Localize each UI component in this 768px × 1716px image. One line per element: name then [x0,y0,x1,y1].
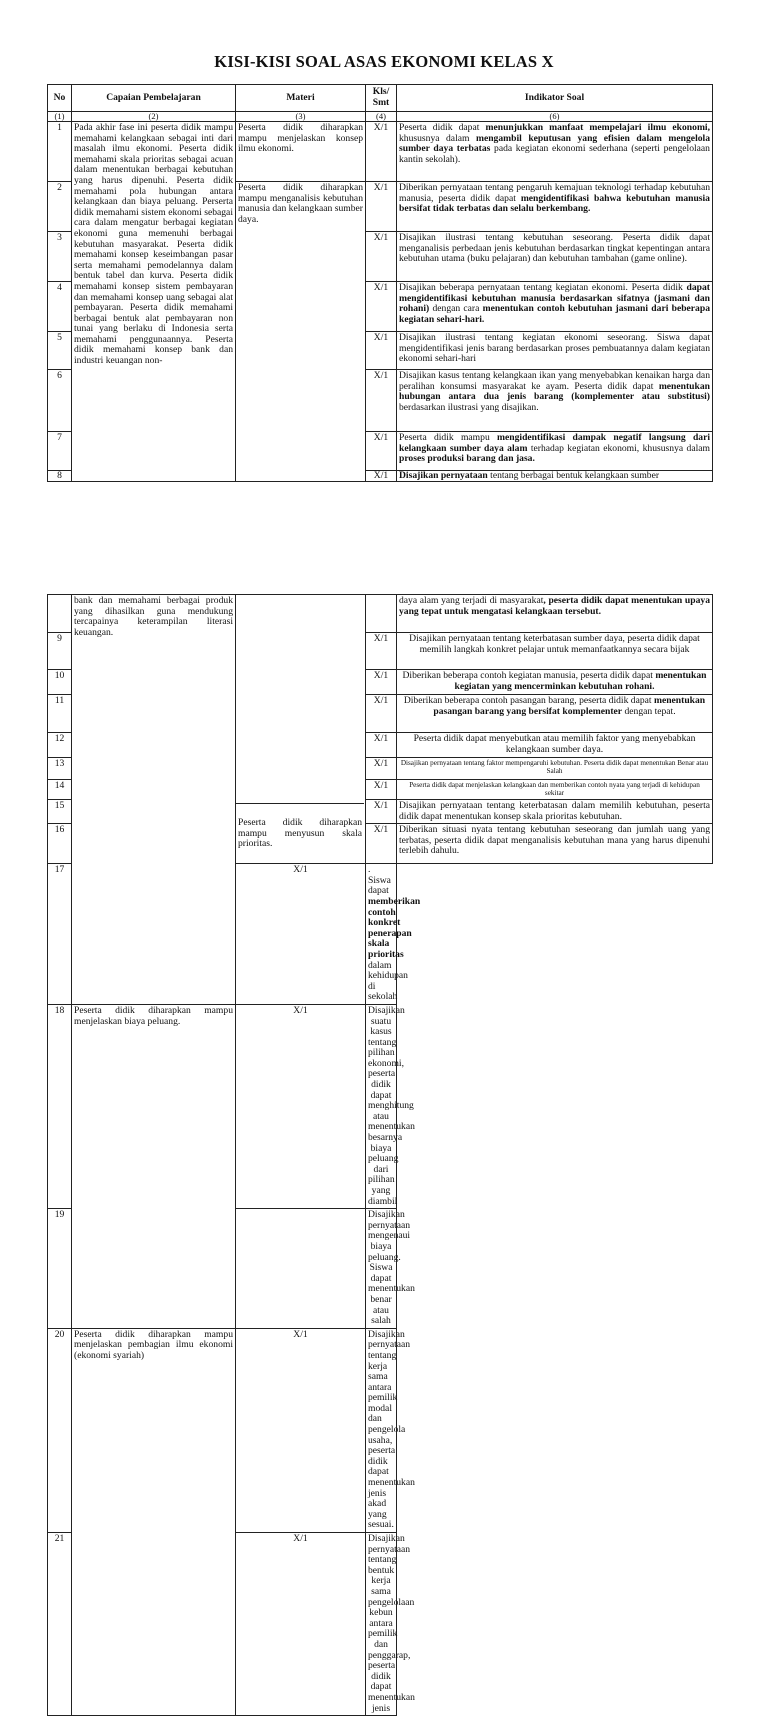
row-number: 5 [48,332,72,370]
kls-smt-cell: X/1 [366,800,397,824]
header-indikator-soal: Indikator Soal [397,85,713,112]
indikator-cell: Disajikan pernyataan tentang bentuk kerja sama pengelolaan kebun antara pemilik dan penggarap, peserta didik dapat menentukan jenis [366,1533,397,1716]
table-row [48,122,713,182]
col-number: (3) [236,112,366,122]
row-number: 6 [48,370,72,432]
row-number: 15 [48,800,72,824]
kls-smt-cell [236,1209,366,1329]
kls-smt-cell: X/1 [366,824,397,864]
kls-smt-cell: X/1 [236,1328,366,1532]
indikator-cell: Disajikan ilustrasi tentang kegiatan ekonomi seseorang. Siswa dapat mengidentifikasi jenis barang berdasarkan proses pembuatannya dalam kegiatan ekonomi sehari-hari [397,332,713,370]
kls-smt-cell: X/1 [366,471,397,482]
indikator-cell: Disajikan pernyataan mengenaui biaya peluang. Siswa dapat menentukan benar atau salah [366,1209,397,1329]
header-no: No [48,85,72,112]
indikator-cell: Disajikan pernyataan tentang berbagai bentuk kelangkaan sumber [397,471,713,482]
kls-smt-cell: X/1 [366,695,397,733]
col-number: (1) [48,112,72,122]
kls-smt-cell [366,595,397,633]
row-number: 2 [48,182,72,232]
kls-smt-cell: X/1 [366,733,397,758]
kls-smt-cell: X/1 [236,1533,366,1716]
row-number: 8 [48,471,72,482]
indikator-cell: Disajikan kasus tentang kelangkaan ikan yang menyebabkan kenaikan harga dan peralihan konsumsi masyarakat ke ayam. Peserta didik dapat menentukan hubungan antara dua jenis barang (komplementer atau substitusi) berdasarkan ilustrasi yang disajikan. [397,370,713,432]
kls-smt-cell: X/1 [366,432,397,471]
kisi-kisi-table-page-2 [47,594,713,1716]
row-number: 14 [48,780,72,800]
row-number: 9 [48,633,72,670]
col-number: (6) [397,112,713,122]
kls-smt-cell: X/1 [236,1004,366,1208]
indikator-cell: Disajikan pernyataan tentang kerja sama antara pemilik modal dan pengelola usaha, peserta didik dapat menentukan jenis akad yang sesuai. [366,1328,397,1532]
kls-smt-cell: X/1 [366,232,397,282]
indikator-cell: Peserta didik mampu mengidentifikasi dampak negatif langsung dari kelangkaan sumber daya alam terhadap kegiatan ekonomi, khususnya dalam proses produksi barang dan jasa. [397,432,713,471]
indikator-cell: . Siswa dapat memberikan contoh konkret penerapan skala prioritas dalam kehidupan di sekolah [366,864,397,1005]
materi-cell: Peserta didik diharapkan mampu menganalisis kebutuhan manusia dan kelangkaan sumber daya. [236,182,366,482]
header-capaian-pembelajaran: Capaian Pembelajaran [72,85,236,112]
header-kls-smt: Kls/ Smt [366,85,397,112]
row-number: 16 [48,824,72,864]
row-number: 4 [48,282,72,332]
kls-smt-cell: X/1 [366,633,397,670]
indikator-cell: Diberikan situasi nyata tentang kebutuhan seseorang dan jumlah uang yang terbatas, peserta didik dapat menganalisis kebutuhan mana yang harus dipenuhi terlebih dahulu. [397,824,713,864]
indikator-cell: Disajikan ilustrasi tentang kebutuhan seseorang. Peserta didik dapat menganalisis perbedaan jenis kebutuhan berdasarkan tingkat kepentingan antara kebutuhan utama (buku pelajaran) dan kebutuhan tambahan (game online). [397,232,713,282]
row-number: 11 [48,695,72,733]
indikator-cell: Disajikan pernyataan tentang keterbatasan sumber daya, peserta didik dapat memilih langkah konkret pelajar untuk memanfaatkannya secara bijak [397,633,713,670]
header-materi: Materi [236,85,366,112]
row-number [48,595,72,633]
row-number: 10 [48,670,72,695]
indikator-cell: Diberikan beberapa contoh kegiatan manusia, peserta didik dapat menentukan kegiatan yang mencerminkan kebutuhan rohani. [397,670,713,695]
col-number: (4) [366,112,397,122]
kls-smt-cell: X/1 [366,122,397,182]
materi-cell: Peserta didik diharapkan mampu menjelaskan pembagian ilmu ekonomi (ekonomi syariah) [72,1328,236,1715]
indikator-cell: Diberikan pernyataan tentang pengaruh kemajuan teknologi terhadap kebutuhan manusia, peserta didik dapat mengidentifikasi bahwa kebutuhan manusia bersifat tidak terbatas dan selalu berkembang. [397,182,713,232]
indikator-cell: Peserta didik dapat menunjukkan manfaat mempelajari ilmu ekonomi, khususnya dalam mengambil keputusan yang efisien dalam mengelola sumber daya terbatas pada kegiatan ekonomi sederhana (seperti pengelolaan kantin sekolah). [397,122,713,182]
table-row [48,595,713,633]
row-number: 13 [48,758,72,780]
kls-smt-cell: X/1 [366,332,397,370]
indikator-cell: daya alam yang terjadi di masyarakat, peserta didik dapat menentukan upaya yang tepat untuk mengatasi kelangkaan tersebut. [397,595,713,633]
row-number: 12 [48,733,72,758]
row-number: 1 [48,122,72,182]
materi-cell-skala-prioritas: Peserta didik diharapkan mampu menyusun skala prioritas. [238,817,362,850]
col-number: (2) [72,112,236,122]
kisi-kisi-table-page-1 [47,84,713,482]
kls-smt-cell: X/1 [366,370,397,432]
kls-smt-cell: X/1 [366,182,397,232]
indikator-cell: Peserta didik dapat menjelaskan kelangkaan dan memberikan contoh nyata yang terjadi di kehidupan sekitar [397,780,713,800]
table-row [48,1004,713,1208]
indikator-cell: Peserta didik dapat menyebutkan atau memilih faktor yang menyebabkan kelangkaan sumber daya. [397,733,713,758]
indikator-cell: Disajikan pernyataan tentang keterbatasan dalam memilih kebutuhan, peserta didik dapat menentukan konsep skala prioritas kebutuhan. [397,800,713,824]
materi-cell: Peserta didik diharapkan mampu menjelaskan konsep ilmu ekonomi. [236,122,366,182]
kls-smt-cell: X/1 [366,282,397,332]
document-title: KISI-KISI SOAL ASAS EKONOMI KELAS X [214,52,554,71]
capaian-pembelajaran-cell: bank dan memahami berbagai produk yang dihasilkan guna mendukung tercapainya keterampilan literasi keuangan. [72,595,236,1005]
indikator-cell: Disajikan suatu kasus tentang pilihan ekonomi, peserta didik dapat menghitung atau menentukan besarnya biaya peluang dari pilihan yang diambil [366,1004,397,1208]
capaian-pembelajaran-cell: Pada akhir fase ini peserta didik mampu memahami kelangkaan sebagai inti dari masalah ilmu ekonomi. Peserta didik memahami skala prioritas sebagai acuan dalam menentukan berbagai kebutuhan yang harus dipenuhi. Peserta didik memahami pola hubungan antara kelangkaan dan biaya peluang. Perserta didik memahami sistem ekonomi sebagai cara dalam mengatur berbagai kegiatan ekonomi guna memenuhi berbagai kebutuhan masyarakat. Peserta didik memahami konsep keseimbangan pasar serta memahami pemodelannya dalam bentuk tabel dan kurva. Peserta didik memahami konsep sistem pembayaran dan memahami konsep uang sebagai alat pembayaran. Peserta didik memahami berbagai bentuk alat pembayaran non tunai yang berlaku di Indonesia serta memahami penggunaannya. Peserta didik memahami konsep bank dan industri keuangan non- [72,122,236,482]
kls-smt-cell: X/1 [236,864,366,1005]
materi-cell: Peserta didik diharapkan mampu menjelaskan biaya peluang. [72,1004,236,1328]
indikator-cell: Disajikan pernyataan tentang faktor mempengaruhi kebutuhan. Peserta didik dapat menentukan Benar atau Salah [397,758,713,780]
kls-smt-cell: X/1 [366,758,397,780]
kls-smt-cell: X/1 [366,670,397,695]
row-number: 19 [48,1209,72,1329]
materi-divider [235,803,364,804]
row-number: 21 [48,1533,72,1716]
indikator-cell: Disajikan beberapa pernyataan tentang kegiatan ekonomi. Peserta didik dapat mengidentifikasi kebutuhan manusia berdasarkan sifatnya (jasmani dan rohani) dengan cara menentukan contoh kebutuhan jasmani dari beberapa kegiatan sehari-hari. [397,282,713,332]
table-header-row [48,85,713,112]
table-row [48,1328,713,1532]
row-number: 7 [48,432,72,471]
row-number: 3 [48,232,72,282]
kls-smt-cell: X/1 [366,780,397,800]
row-number: 20 [48,1328,72,1532]
column-number-row [48,112,713,122]
indikator-cell: Diberikan beberapa contoh pasangan barang, peserta didik dapat menentukan pasangan barang yang bersifat komplementer dengan tepat. [397,695,713,733]
row-number: 18 [48,1004,72,1208]
row-number: 17 [48,864,72,1005]
